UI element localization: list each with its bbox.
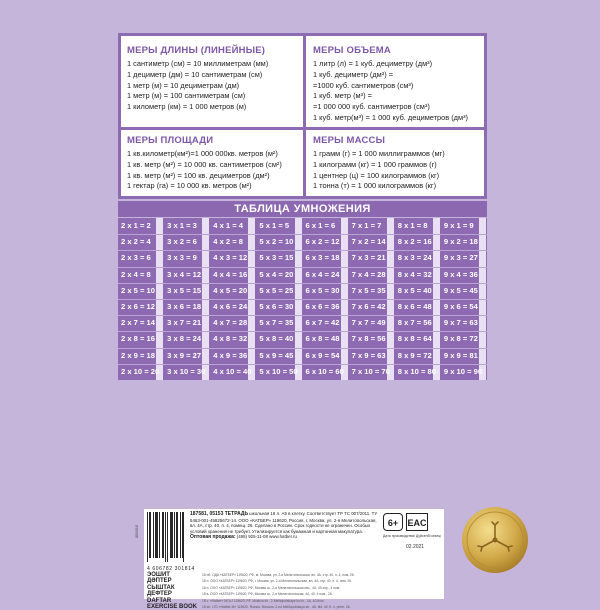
eac-mark-icon: EAC [406,513,428,531]
multiplication-cell: 5 x 2 = 10 [259,237,294,247]
product-info-strip [134,509,444,610]
row-divider [118,331,487,332]
volume-measures-title: МЕРЫ ОБЪЕМА [313,45,391,56]
language-list [144,572,444,610]
multiplication-cell: 9 x 9 = 81 [443,350,478,360]
area-line: 1 гектар (га) = 10 000 кв. метров (м²) [127,181,252,191]
multiplication-cell: 5 x 5 = 25 [259,285,294,295]
production-date-label: Дата производства/ Дүйсенбі кезеңі [383,534,441,538]
multiplication-cell: 6 x 4 = 24 [305,269,340,279]
multiplication-cell: 8 x 7 = 56 [397,318,432,328]
gold-seal-icon [460,505,530,575]
multiplication-cell: 7 x 5 = 35 [351,285,386,295]
multiplication-table [118,218,487,380]
multiplication-cell: 4 x 5 = 20 [213,285,248,295]
multiplication-cell: 7 x 4 = 28 [351,269,386,279]
article-code: 055615 [134,524,140,539]
multiplication-cell: 4 x 6 = 24 [213,302,248,311]
area-line: 1 кв. метр (м²) = 10 000 кв. сантиметров (см²) [127,159,282,169]
multiplication-cell: 8 x 10 = 80 [397,366,436,376]
multiplication-cell: 8 x 3 = 24 [397,253,432,263]
multiplication-cell: 7 x 7 = 49 [351,318,386,328]
vertical-divider [303,36,306,196]
language-tag: EXERCISE BOOK [147,603,198,610]
volume-line: 1 литр (л) = 1 куб. дециметру (дм³) [313,59,433,68]
multiplication-cell: 2 x 6 = 12 [121,302,155,311]
length-line: 1 дециметр (дм) = 10 сантиметрам (см) [127,69,263,79]
multiplication-cell: 8 x 9 = 72 [397,350,432,360]
multiplication-cell: 7 x 8 = 56 [351,334,386,344]
multiplication-cell: 7 x 9 = 63 [351,350,386,360]
row-divider [118,283,487,284]
multiplication-cell: 6 x 2 = 12 [305,237,340,247]
row-divider [118,267,487,268]
wholesale-contacts: (495) 925-11-08 www.hatber.ru [236,534,297,540]
multiplication-cell: 6 x 10 = 60 [305,366,344,376]
age-rating-badge: 6+ [383,513,403,531]
multiplication-cell: 7 x 1 = 7 [351,221,382,230]
multiplication-cell: 5 x 8 = 40 [259,334,294,344]
volume-line: 1 куб. дециметр (дм³) = [313,69,394,79]
volume-line: =1000 куб. сантиметров (см³) [313,80,414,90]
language-tag: DAFTAR [147,597,172,604]
volume-line: 1 куб. метр(м³) = 1 000 куб. дециметров (дм³) [313,112,469,122]
length-measures-title: МЕРЫ ДЛИНЫ (ЛИНЕЙНЫЕ) [127,45,266,56]
multiplication-cell: 5 x 7 = 35 [259,318,294,328]
language-text: 18 п. ООО «КАТБЕР» 119620, РФ, Москва ш., 2-я Мелитопольская көч., 4А, 40 кор., 4 пом. [202,585,341,590]
length-measures-box [127,45,268,113]
language-text: 18 sh. LTD «Hatber-M» 119620, Russia, Moscow, 2-nd Melitopolskaya str., 4A, bld. 40, fl. 4, prem. 26. [202,604,351,609]
multiplication-cell: 2 x 9 = 18 [121,350,155,360]
product-description-title: 187581, 05153 ТЕТРАДЬ [190,511,249,517]
multiplication-cell: 9 x 7 = 63 [443,318,478,328]
horizontal-divider [121,127,484,130]
multiplication-cell: 9 x 10 = 90 [443,366,483,376]
language-tag: ДӘПТЕР [147,578,172,585]
barcode-bars-icon [147,512,185,562]
multiplication-cell: 3 x 10 = 30 [167,366,206,376]
row-divider [118,250,487,251]
language-tag: ДЕФТЕР [147,591,172,598]
multiplication-cell: 4 x 9 = 36 [213,350,248,360]
multiplication-cell: 5 x 9 = 45 [259,350,294,360]
wholesale-label: Оптовая продажа: [190,534,236,541]
multiplication-cell: 7 x 10 = 70 [351,366,390,376]
area-line: 1 кв.километр(км²)=1 000 000кв. метров (м²) [127,149,278,158]
multiplication-cell: 7 x 6 = 42 [351,302,386,311]
mass-line: 1 килограмм (кг) = 1 000 граммов (г) [313,159,437,169]
multiplication-cell: 5 x 4 = 20 [259,269,294,279]
area-measures-title: МЕРЫ ПЛОЩАДИ [127,135,214,146]
mass-line: 1 тонна (т) = 1 000 килограммов (кг) [313,181,437,191]
barcode-number: 4 606782 301814 [147,566,195,572]
product-description [190,511,380,541]
multiplication-cell: 8 x 1 = 8 [397,221,428,230]
multiplication-cell: 2 x 5 = 10 [121,285,155,295]
multiplication-cell: 4 x 1 = 4 [213,221,244,230]
multiplication-cell: 9 x 1 = 9 [443,221,474,230]
multiplication-cell: 3 x 8 = 24 [167,334,202,344]
length-line: 1 метр (м) = 10 дециметрам (дм) [127,80,240,90]
language-text: 18 пб. ОДА «КАТБЕР» 119620, РФ, м. Москва, ул. 2-я Мелитопольская, вл. 4А, стр. 40, п. 4, пом. 26. [202,573,355,577]
multiplication-cell: 9 x 6 = 54 [443,302,478,311]
language-text: 18 в. ООО «КАТБЕР» 119620, РФ, Москва ш., 2-я Мелитопольская, 4А, 40, 4 пом., 26. [202,592,333,597]
barcode [147,512,195,572]
multiplication-cell: 5 x 6 = 30 [259,302,294,311]
multiplication-cell: 7 x 3 = 21 [351,253,386,263]
multiplication-cell: 5 x 3 = 15 [259,253,294,263]
multiplication-cell: 3 x 5 = 15 [167,285,202,295]
mass-line: 1 грамм (г) = 1 000 миллиграммов (мг) [313,149,445,158]
multiplication-cell: 8 x 5 = 40 [397,285,432,295]
measures-panel [118,33,487,199]
multiplication-cell: 3 x 4 = 12 [167,269,202,279]
multiplication-cell: 6 x 6 = 36 [305,302,340,311]
production-date-value: 02.2021 [406,544,425,550]
volume-line: =1 000 000 куб. сантиметров (см³) [313,102,430,112]
language-text: 18 п. ООО «КАТБЕР» 119620, РФ, г. Москва, ул. 2-я Мелитопольская, вл. 4А, стр. 40, п. 4, пом. 26. [202,579,353,584]
mass-measures-title: МЕРЫ МАССЫ [313,135,386,146]
length-line: 1 метр (м) = 100 сантиметрам (см) [127,91,246,101]
multiplication-cell: 8 x 2 = 16 [397,237,432,247]
multiplication-cell: 6 x 8 = 48 [305,334,340,344]
multiplication-cell: 3 x 6 = 18 [167,302,202,311]
multiplication-cell: 4 x 2 = 8 [213,237,244,247]
product-description-text: школьная 18 л. А5 в клетку. Соответствует ТР ТС 007/2011. ТУ 5463-001-45925672-14. ООО «КАТБЕР» 119620, Россия, г. Москва, ул. 2-я Мелитопольская, вл. 4А, стр. 40, п. 4, помещ. 26. Сделано в России. Срок годности не ограничен. Особых условий хранения не требует. Утилизируется как бумажная и картонная макулатура. [190,511,378,534]
multiplication-cell: 9 x 5 = 45 [443,285,478,295]
multiplication-cell: 9 x 2 = 18 [443,237,478,247]
mass-line: 1 центнер (ц) = 100 килограммов (кг) [313,170,440,180]
language-tag: ЭОШИТ [147,572,170,578]
multiplication-table-title: ТАБЛИЦА УМНОЖЕНИЯ [118,201,487,217]
multiplication-cell: 4 x 7 = 28 [213,318,248,328]
multiplication-cell: 2 x 10 = 20 [121,366,160,376]
multiplication-cell: 6 x 5 = 30 [305,285,340,295]
multiplication-cell: 8 x 8 = 64 [397,334,432,344]
multiplication-cell: 8 x 4 = 32 [397,269,432,279]
multiplication-cell: 3 x 7 = 21 [167,318,202,328]
multiplication-cell: 6 x 7 = 42 [305,318,340,328]
multiplication-cell: 9 x 4 = 36 [443,269,478,279]
volume-line: 1 куб. метр (м³) = [313,91,372,101]
multiplication-cell: 6 x 1 = 6 [305,221,336,230]
row-divider [118,299,487,300]
multiplication-cell: 7 x 2 = 14 [351,237,386,247]
multiplication-cell: 6 x 9 = 54 [305,350,340,360]
volume-measures-box [313,45,468,124]
multiplication-cell: 9 x 3 = 27 [443,253,478,263]
multiplication-cell: 2 x 2 = 4 [121,237,151,247]
multiplication-cell: 2 x 8 = 16 [121,334,155,344]
language-tag: СЫШТАК [147,584,175,591]
multiplication-cell: 5 x 1 = 5 [259,221,290,230]
multiplication-cell: 2 x 1 = 2 [121,221,151,230]
multiplication-cell: 4 x 3 = 12 [213,253,248,263]
multiplication-cell: 3 x 9 = 27 [167,350,202,360]
multiplication-cell: 3 x 2 = 6 [167,237,197,247]
language-text: 18 v. «Hatber» MChJ 119620, RF, Moskva sh., 2-Melitopolskaya ko'ch., 4A, 40-bino. [202,598,325,603]
multiplication-cell: 3 x 1 = 3 [167,221,197,230]
multiplication-cell: 6 x 3 = 18 [305,253,340,263]
multiplication-cell: 4 x 4 = 16 [213,269,248,279]
multiplication-cell: 3 x 3 = 9 [167,253,197,263]
multiplication-cell: 2 x 7 = 14 [121,318,155,328]
mass-measures-box [313,135,445,192]
row-divider [118,315,487,316]
multiplication-cell: 5 x 10 = 50 [259,366,298,376]
row-divider [118,364,487,365]
row-divider [118,234,487,235]
language-row [144,604,444,610]
length-line: 1 километр (км) = 1 000 метров (м) [127,102,247,112]
multiplication-cell: 9 x 8 = 72 [443,334,478,344]
length-line: 1 сантиметр (см) = 10 миллиметрам (мм) [127,59,269,68]
multiplication-cell: 8 x 6 = 48 [397,302,432,311]
area-measures-box [127,135,282,192]
area-line: 1 кв. метр (м²) = 100 кв. дециметров (дм²) [127,170,270,180]
multiplication-cell: 2 x 4 = 8 [121,269,151,279]
row-divider [118,348,487,349]
multiplication-cell: 4 x 8 = 32 [213,334,248,344]
multiplication-cell: 2 x 3 = 6 [121,253,151,263]
multiplication-cell: 4 x 10 = 40 [213,366,252,376]
